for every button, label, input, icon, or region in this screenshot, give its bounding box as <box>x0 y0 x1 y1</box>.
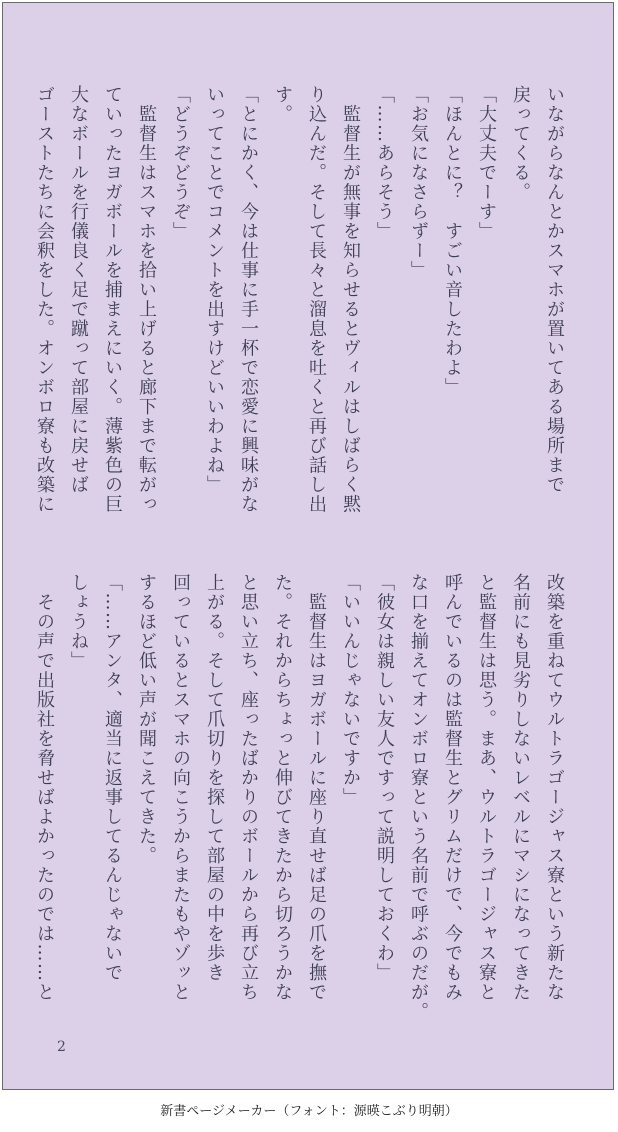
top-text-line: いってことでコメントを出すけどいいわよね」 <box>204 85 225 495</box>
top-text-line: 監督生はスマホを拾い上げると廊下まで転がっ <box>136 85 157 514</box>
top-text-line: す。 <box>272 85 293 124</box>
top-text-line: 「とにかく、今は仕事に手一杯で恋愛に興味がな <box>238 85 259 514</box>
top-text-line: 「お気になさらずー」 <box>408 85 429 280</box>
top-text-line: いながらなんとかスマホが置いてある場所まで <box>544 85 565 495</box>
top-text-line: 「どうぞどうぞ」 <box>170 85 191 241</box>
book-page <box>2 2 614 1090</box>
bottom-text-line: 呼んでいるのは監督生とグリムだけで、今でもみ <box>442 573 463 1002</box>
bottom-text-line: 回っているとスマホの向こうからまたもやゾッと <box>170 573 191 1002</box>
top-text-line: ゴーストたちに会釈をした。オンボロ寮も改築に <box>34 85 55 514</box>
top-text-line: 監督生が無事を知らせるとヴィルはしばらく黙 <box>340 85 361 514</box>
bottom-text-line: た。それからちょっと伸びてきたから切ろうかな <box>272 573 293 1002</box>
top-text-line: ていったヨガボールを捕まえにいく。薄紫色の巨 <box>102 85 123 514</box>
bottom-text-line: と思い立ち、座ったばかりのボールから再び立ち <box>238 573 259 1002</box>
text-block-top <box>27 85 571 525</box>
bottom-text-line: 上がる。そして爪切りを探して部屋の中を歩き <box>204 573 225 983</box>
top-text-line: 戻ってくる。 <box>510 85 531 202</box>
bottom-text-line: 「……アンタ、適当に返事してるんじゃないで <box>102 573 123 983</box>
bottom-text-line: な口を揃えてオンボロ寮という名前で呼ぶのだが。 <box>408 573 429 1022</box>
top-text-line: 「大丈夫でーす」 <box>476 85 497 241</box>
page-number: 2 <box>57 1039 66 1055</box>
bottom-text-line: 改築を重ねてウルトラゴージャス寮という新たな <box>544 573 565 1002</box>
top-text-line: 「……あらそう」 <box>374 85 395 241</box>
caption: 新書ページメーカー（フォント：源暎こぶり明朝） <box>160 1104 458 1119</box>
bottom-text-line: 監督生はヨガボールに座り直せば足の爪を撫で <box>306 573 327 1002</box>
bottom-text-line: するほど低い声が聞こえてきた。 <box>136 573 157 866</box>
text-block-bottom <box>27 573 571 1022</box>
bottom-text-line: 「いいんじゃないですか」 <box>340 573 361 807</box>
bottom-text-line: しょうね」 <box>68 573 89 671</box>
bottom-text-line: 「彼女は親しい友人ですって説明しておくわ」 <box>374 573 395 983</box>
bottom-text-line: その声で出版社を脅せばよかったのでは……と <box>34 573 55 1002</box>
bottom-text-line: と監督生は思う。まあ、ウルトラゴージャス寮と <box>476 573 497 1002</box>
top-text-line: 「ほんとに？ すごい音したわよ」 <box>442 85 463 397</box>
top-text-line: り込んだ。そして長々と溜息を吐くと再び話し出 <box>306 85 327 514</box>
bottom-text-line: 名前にも見劣りしないレベルにマシになってきた <box>510 573 531 1002</box>
top-text-line: 大なボールを行儀良く足で蹴って部屋に戻せば <box>68 85 89 495</box>
